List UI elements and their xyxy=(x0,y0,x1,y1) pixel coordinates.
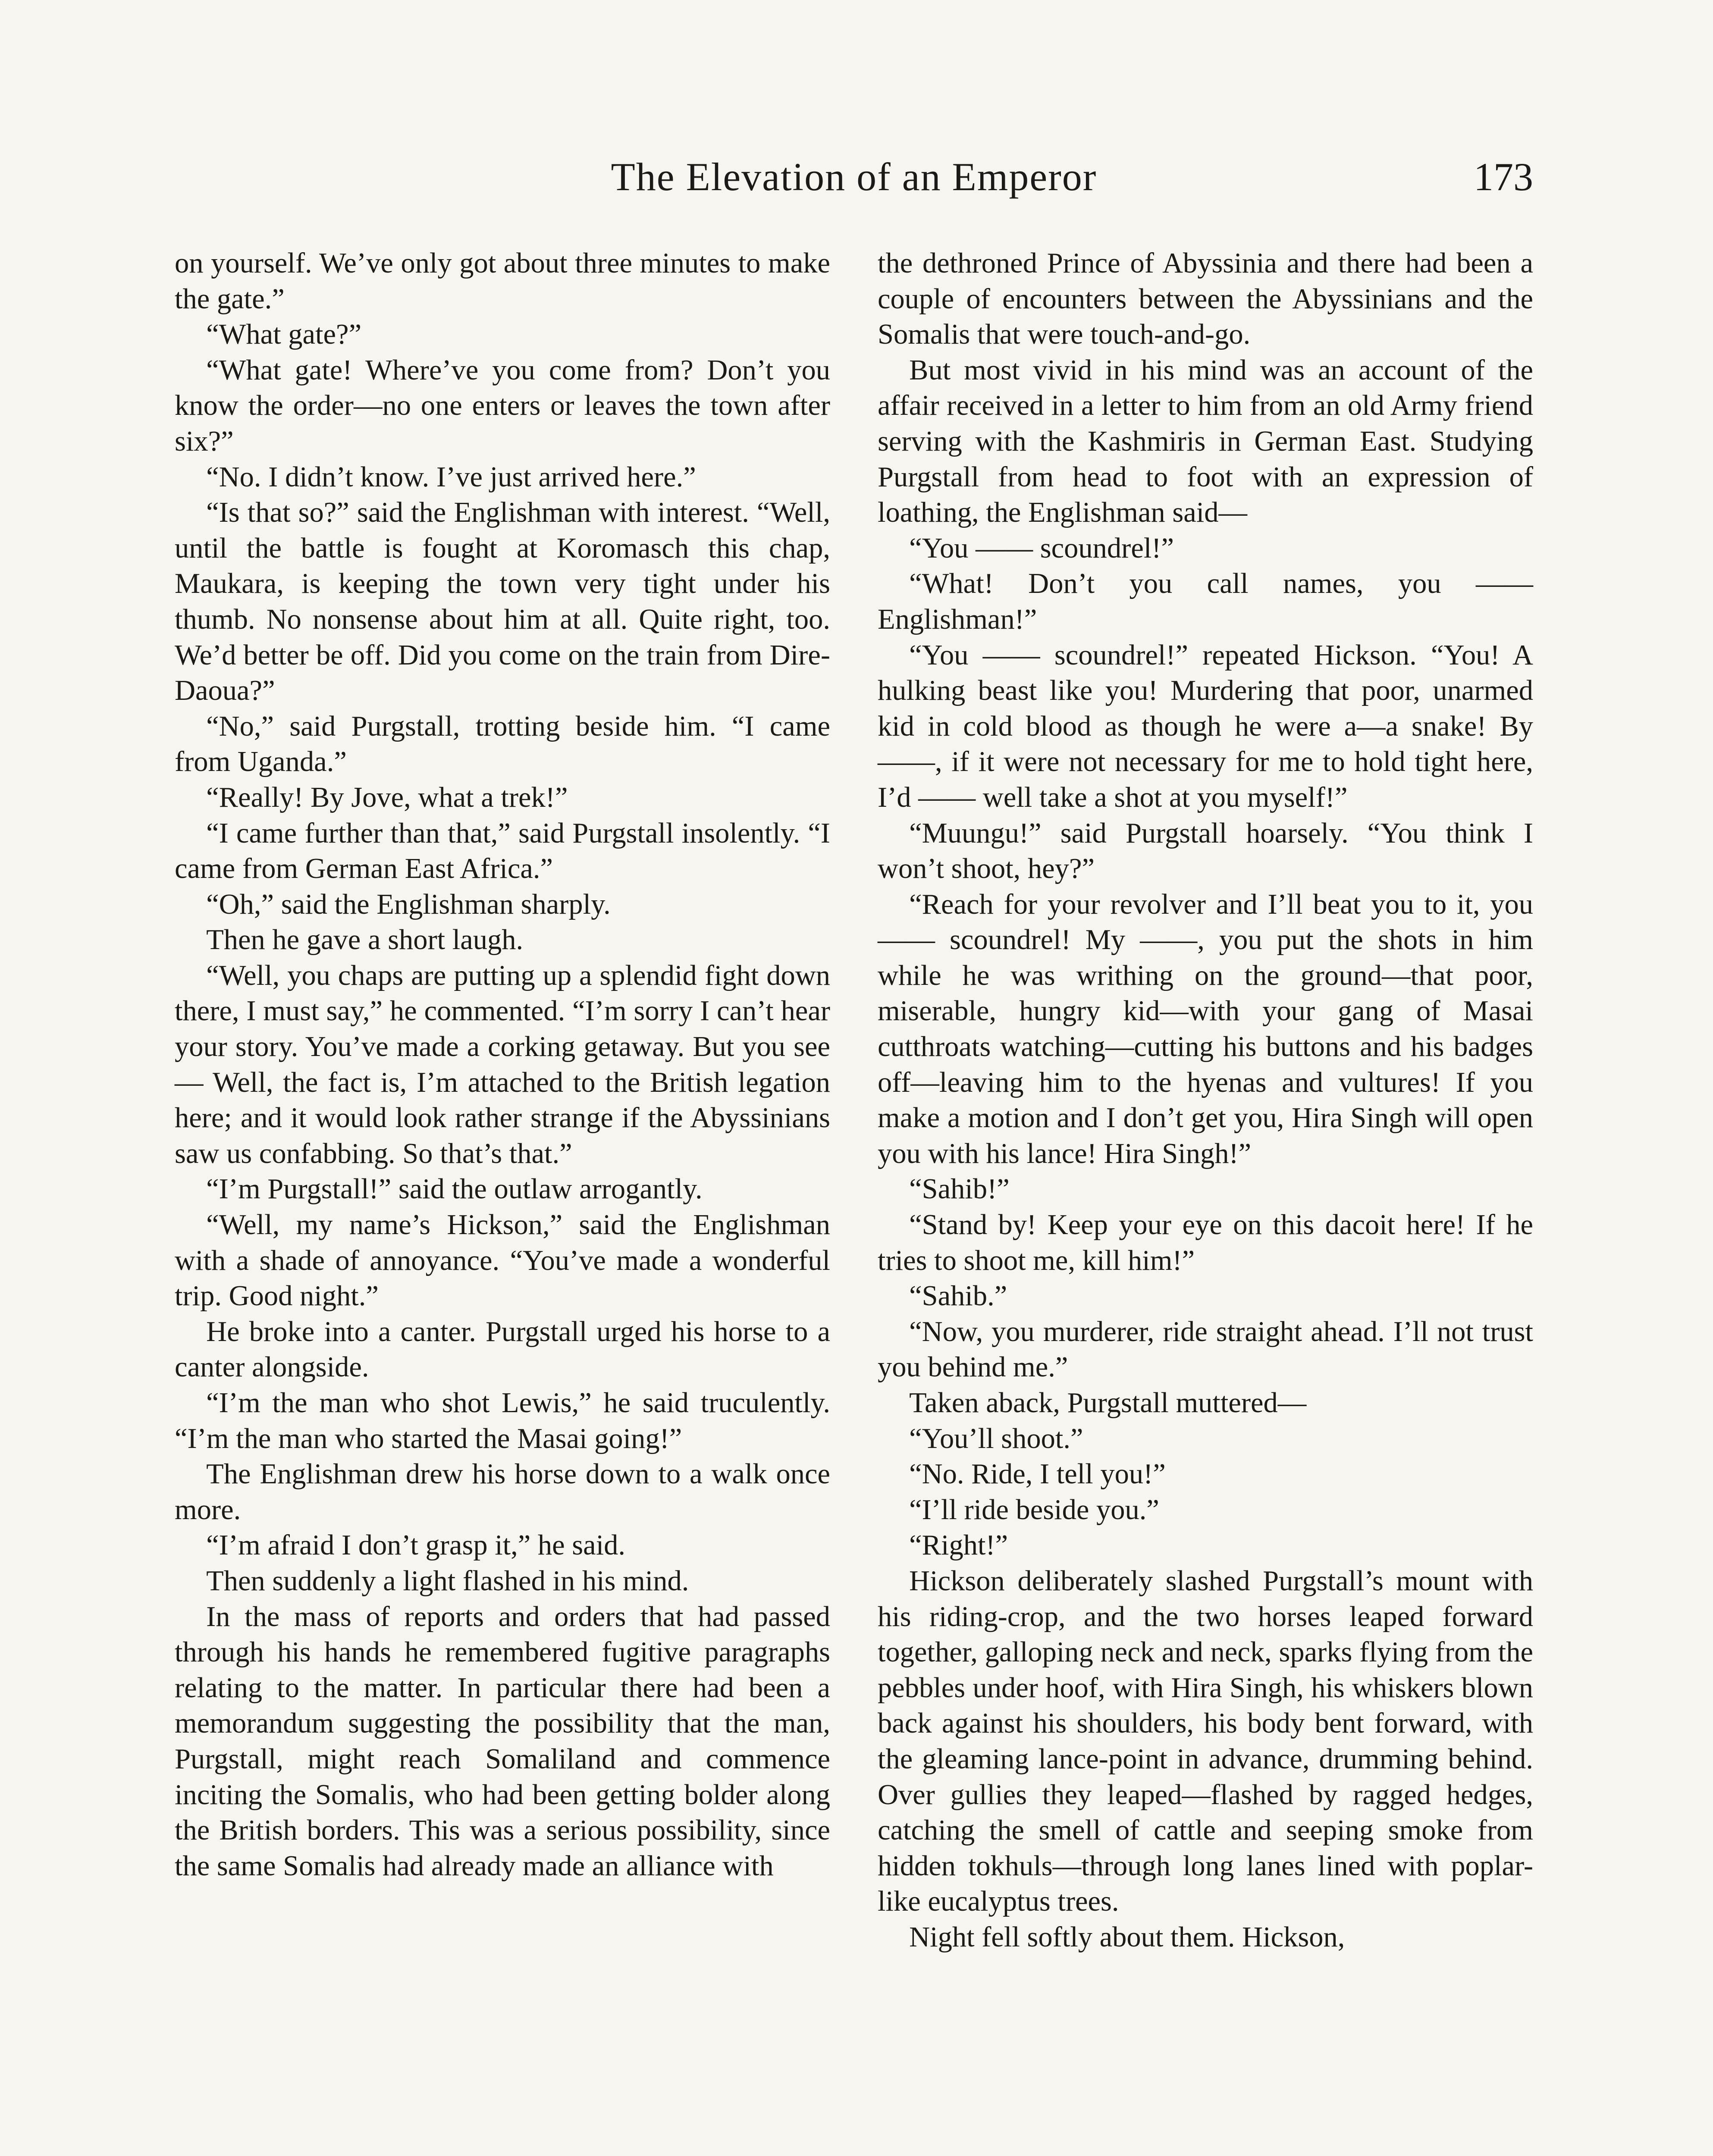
paragraph: “You —— scoundrel!” repeated Hickson. “You! A hulking beast like you! Murdering that poor, unarmed kid in cold blood as though he were a—a snake! By ——, if it were not necessary for me to hold tight here, I’d —— well take a shot at you myself!” xyxy=(878,639,1533,813)
paragraph: But most vivid in his mind was an account of the affair received in a letter to him from an old Army friend serving with the Kashmiris in German East. Studying Purgstall from head to foot with an expression of loathing, the Englishman said— xyxy=(878,354,1533,529)
paragraph: He broke into a canter. Purgstall urged his horse to a canter alongside. xyxy=(175,1316,830,1383)
paragraph: In the mass of reports and orders that had passed through his hands he remembered fugitive paragraphs relating to the matter. In particular there had been a memorandum suggesting the possibility that the man, Purgstall, might reach Somaliland and commence inciting the Somalis, who had been getting bolder along the British borders. This was a serious possibility, since the same Somalis had already made an alliance with xyxy=(175,1601,830,1882)
paragraph: “Muungu!” said Purgstall hoarsely. “You think I won’t shoot, hey?” xyxy=(878,817,1533,885)
paragraph: “No. I didn’t know. I’ve just arrived here.” xyxy=(206,461,696,493)
running-title: The Elevation of an Emperor xyxy=(611,155,1097,199)
paragraph: “No. Ride, I tell you!” xyxy=(909,1458,1166,1490)
paragraph: on yourself. We’ve only got about three minutes to make the gate.” xyxy=(175,248,830,315)
paragraph: “Reach for your revolver and I’ll beat you to it, you —— scoundrel! My ——, you put the shots in him while he was writhing on the ground—that poor, miserable, hungry kid—with your gang of Masai cutthroats watching—cutting his buttons and his badges off—leaving him to the hyenas and vultures! If you make a motion and I don’t get you, Hira Singh will open you with his lance! Hira Singh!” xyxy=(878,888,1533,1169)
paragraph: “I’ll ride beside you.” xyxy=(909,1494,1159,1526)
paragraph: “Right!” xyxy=(909,1529,1008,1561)
paragraph: “You’ll shoot.” xyxy=(909,1423,1083,1454)
paragraph: “Is that so?” said the Englishman with interest. “Well, until the battle is fought at Koromasch this chap, Maukara, is keeping the town very tight under his thumb. No nonsense about him at all. Quite right, too. We’d better be off. Did you come on the train from Dire-Daoua?” xyxy=(175,497,830,707)
page-header xyxy=(175,153,1533,201)
paragraph: “Sahib.” xyxy=(909,1280,1007,1312)
paragraph: “Stand by! Keep your eye on this dacoit here! If he tries to shoot me, kill him!” xyxy=(878,1209,1533,1276)
paragraph: “I’m Purgstall!” said the outlaw arrogantly. xyxy=(206,1173,703,1205)
paragraph: “I’m afraid I don’t grasp it,” he said. xyxy=(206,1529,626,1561)
paragraph: Then he gave a short laugh. xyxy=(206,924,524,956)
paragraph: “Oh,” said the Englishman sharply. xyxy=(206,888,611,920)
paragraph: “Well, my name’s Hickson,” said the Englishman with a shade of annoyance. “You’ve made a wonderful trip. Good night.” xyxy=(175,1209,830,1312)
paragraph: “You —— scoundrel!” xyxy=(909,532,1174,564)
paragraph: The Englishman drew his horse down to a walk once more. xyxy=(175,1458,830,1526)
paragraph: Night fell softly about them. Hickson, xyxy=(909,1921,1345,1953)
paragraph: “Really! By Jove, what a trek!” xyxy=(206,781,568,813)
paragraph: “No,” said Purgstall, trotting beside him. “I came from Uganda.” xyxy=(175,710,830,778)
paragraph: “Sahib!” xyxy=(909,1173,1010,1205)
paragraph: “What! Don’t you call names, you —— Englishman!” xyxy=(878,568,1533,635)
paragraph: Then suddenly a light flashed in his mind. xyxy=(206,1565,689,1597)
page-number: 173 xyxy=(1474,155,1533,199)
paragraph: Taken aback, Purgstall muttered— xyxy=(909,1387,1307,1419)
paragraph: “Now, you murderer, ride straight ahead. I’ll not trust you behind me.” xyxy=(878,1316,1533,1383)
paragraph: “Well, you chaps are putting up a splendid fight down there, I must say,” he commented. “I’m sorry I can’t hear your story. You’ve made a corking getaway. But you see— Well, the fact is, I’m attached to the British legation here; and it would look rather strange if the Abyssinians saw us confabbing. So that’s that.” xyxy=(175,959,830,1169)
paragraph: “I came further than that,” said Purgstall insolently. “I came from German East Africa.” xyxy=(175,817,830,885)
right-column xyxy=(878,246,1533,1955)
paragraph: the dethroned Prince of Abyssinia and there had been a couple of encounters between the Abyssinians and the Somalis that were touch-and-go. xyxy=(878,248,1533,351)
paragraph: “What gate?” xyxy=(206,319,362,351)
paragraph: Hickson deliberately slashed Purgstall’s mount with his riding-crop, and the two horses leaped forward together, galloping neck and neck, sparks flying from the pebbles under hoof, with Hira Singh, his whiskers blown back against his shoulders, his body bent forward, with the gleaming lance-point in advance, drumming behind. Over gullies they leaped—flashed by ragged hedges, catching the smell of cattle and seeping smoke from hidden tokhuls—through long lanes lined with poplar-like eucalyptus trees. xyxy=(878,1565,1533,1918)
paragraph: “What gate! Where’ve you come from? Don’t you know the order—no one enters or leaves the town after six?” xyxy=(175,354,830,457)
paragraph: “I’m the man who shot Lewis,” he said truculently. “I’m the man who started the Masai going!” xyxy=(175,1387,830,1454)
left-column xyxy=(175,246,830,1884)
